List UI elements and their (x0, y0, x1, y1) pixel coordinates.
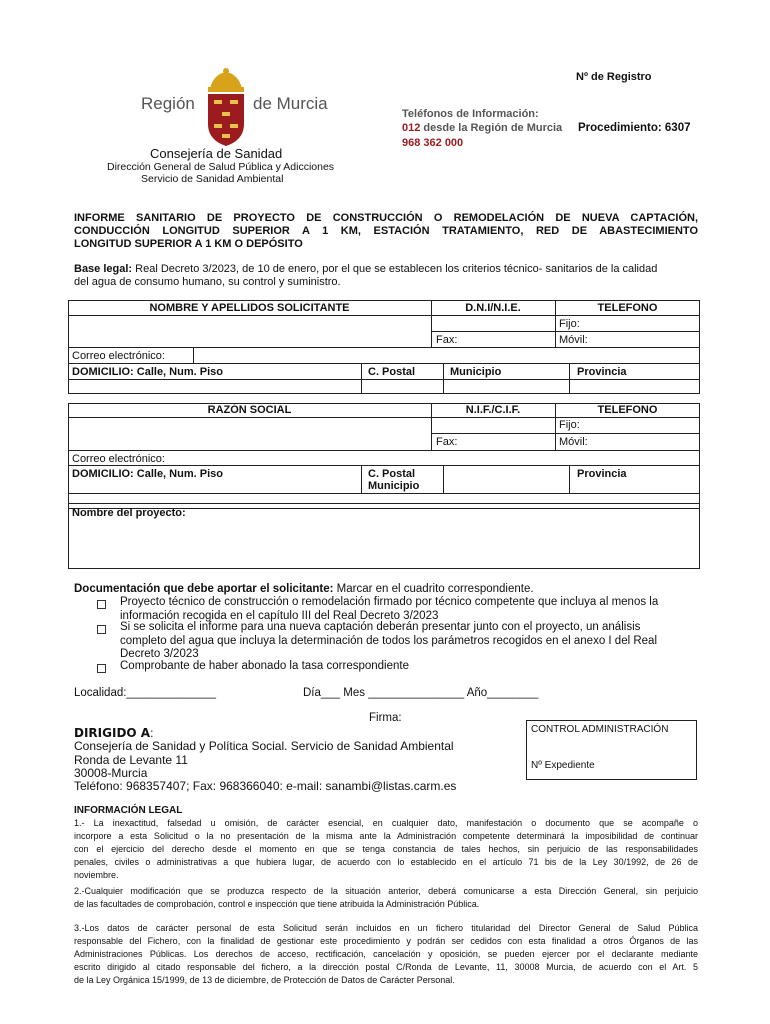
control-admin-title: CONTROL ADMINISTRACIÓN (531, 724, 669, 735)
legal-p1 (74, 817, 698, 882)
legal-p3-line: escrito dirigido al citado responsable del fichero, a la dirección postal C/Ronda de Levante, 11, 30008 Murcia, de acuerdo con el Art. 5 (74, 962, 698, 972)
legal-p3-line: responsable del Fichero, con la finalidad de gestionar este procedimiento y podrán ser cedidos con esta finalidad a otros Órganos de las (74, 936, 698, 946)
legal-p2-line: 2.-Cualquier modificación que se produzca respecto de la situación anterior, deberá comunicarse a esta Dirección General, sin perjuicio (74, 886, 698, 896)
dni-field[interactable] (432, 316, 554, 331)
documentacion-label: Documentación que debe aportar el solicitante: (74, 583, 334, 595)
fijo-label: Fijo: (559, 318, 580, 330)
doc-item-2-l1: Si se solicita el informe para una nueva captación deberán presentar junto con el proyecto, un análisis (120, 621, 641, 633)
legal-p1-line: con el ejercicio del derecho desde el momento en que se tenga constancia de tales hechos, sin perjuicio de las responsabilidades (74, 844, 698, 854)
doc-item-3-l1: Comprobante de haber abonado la tasa correspondiente (120, 660, 409, 672)
legal-p3-line: 3.-Los datos de carácter personal de esta Solicitud serán incluidos en un fichero titularidad del Director General de Salud Pública (74, 923, 698, 933)
localidad-field[interactable]: Localidad:______________ (74, 687, 216, 699)
expediente-label: Nº Expediente (531, 760, 595, 771)
direccion-text: Dirección General de Salud Pública y Adicciones (107, 161, 335, 173)
title-line-1: INFORME SANITARIO DE PROYECTO DE CONSTRUCCIÓN O REMODELACIÓN DE NUEVA CAPTACIÓN, (74, 212, 698, 224)
razon-fax-label: Fax: (436, 436, 458, 448)
region-right-text: de Murcia (253, 94, 328, 113)
nif-field[interactable] (432, 418, 554, 433)
legal-title: INFORMACIÓN LEGAL (74, 805, 183, 816)
murcia-coat-of-arms-logo (202, 66, 250, 148)
doc-item-2-l2: completo del agua que incluya la determinación de todos los parámetros recogidos en el anexo I del Real (120, 635, 657, 647)
proyecto-label: Nombre del proyecto: (72, 507, 186, 519)
razon-telefono-header: TELEFONO (597, 404, 658, 416)
legal-p2 (74, 885, 698, 911)
tel-012: 012 (402, 122, 421, 134)
dirigido-colon: : (150, 726, 154, 740)
checkbox-proyecto[interactable] (97, 600, 106, 609)
razon-municipio-label: Municipio (368, 480, 420, 492)
base-legal-text-1: Real Decreto 3/2023, de 10 de enero, por el que se establecen los criterios técnico- sanitarios de la calidad (132, 263, 658, 275)
correo-label: Correo electrónico: (72, 350, 165, 362)
legal-p3-line: Administraciones Públicas. Los derechos de acceso, rectificación, cancelación y oposición, se pueden ejercer por el declarante mediante (74, 949, 698, 959)
legal-p3 (74, 922, 698, 987)
title-line-2: CONDUCCIÓN LONGITUD SUPERIOR A 1 KM, ESTACIÓN TRATAMIENTO, RED DE ABASTECIMIENTO (74, 225, 698, 237)
razon-movil-label: Móvil: (559, 436, 588, 448)
telefono-header: TELEFONO (597, 302, 658, 314)
razon-correo-label: Correo electrónico: (72, 453, 165, 465)
doc-item-2-l3: Decreto 3/2023 (120, 648, 199, 660)
dirigido-line-1: Consejería de Sanidad y Política Social. Servicio de Sanidad Ambiental (74, 739, 454, 753)
legal-p1-line: 1.- La inexactitud, falsedad u omisión, de carácter esencial, en cualquier dato, manifestación o documento que se acompañe o (74, 818, 698, 828)
movil-label: Móvil: (559, 334, 588, 346)
tel-968: 968 362 000 (402, 137, 464, 149)
tel-012-text: desde la Región de Murcia (420, 122, 563, 134)
nombre-field[interactable] (69, 316, 430, 346)
legal-p1-line: noviembre. (74, 870, 119, 880)
base-legal-label: Base legal: (74, 263, 133, 275)
checkbox-analisis[interactable] (97, 625, 106, 634)
registro-label: Nº de Registro (576, 71, 652, 83)
dirigido-line-2: Ronda de Levante 11 (74, 753, 188, 767)
nombre-header: NOMBRE Y APELLIDOS SOLICITANTE (149, 302, 350, 314)
correo-field[interactable] (194, 348, 699, 363)
municipio-label: Municipio (450, 366, 502, 378)
razon-header: RAZÓN SOCIAL (207, 404, 292, 416)
procedimiento-label: Procedimiento: 6307 (578, 122, 691, 134)
fax-label: Fax: (436, 334, 458, 346)
dirigido-line-3: 30008-Murcia (74, 766, 148, 780)
razon-fijo-label: Fijo: (559, 419, 580, 431)
legal-p2-line: de las facultades de comprobación, control e inspección que tiene atribuida la Administración Pública. (74, 899, 480, 909)
telefonos-label: Teléfonos de Información: (402, 108, 539, 120)
legal-p1-line: incorpore a esta Solicitud o la no presentación de la misma ante la Administración competente determinará la imposibilidad de continuar (74, 831, 698, 841)
razon-provincia-label: Provincia (577, 468, 627, 480)
region-left-text: Región (141, 94, 195, 113)
doc-item-1-l1: Proyecto técnico de construcción o remodelación firmado por técnico competente que incluya al menos la (120, 596, 659, 608)
dirigido-line-4: Teléfono: 968357407; Fax: 968366040: e-mail: sanambi@listas.carm.es (74, 779, 457, 793)
title-line-3: LONGITUD SUPERIOR A 1 KM O DEPÓSITO (74, 238, 303, 250)
tel-012-line (402, 122, 562, 134)
documentacion-heading (74, 583, 534, 595)
base-legal-line-1 (74, 263, 657, 275)
base-legal-text-2: del agua de consumo humano, su control y suministro. (74, 276, 341, 288)
legal-p3-line: de la Ley Orgánica 15/1999, de 13 de diciembre, de Protección de Datos de Carácter Personal. (74, 975, 455, 985)
doc-item-1-l2: información recogida en el capítulo III del Real Decreto 3/2023 (120, 610, 439, 622)
razon-field[interactable] (69, 418, 430, 449)
cpostal-label: C. Postal (368, 366, 416, 378)
razon-cpostal-label: C. Postal (368, 468, 416, 480)
servicio-text: Servicio de Sanidad Ambiental (141, 173, 284, 185)
dirigido-heading (74, 726, 153, 740)
nif-header: N.I.F./C.I.F. (465, 404, 521, 416)
dirigido-label: DIRIGIDO A (74, 726, 151, 740)
razon-domicilio-label: DOMICILIO: Calle, Num. Piso (72, 468, 223, 480)
documentacion-label-rest: Marcar en el cuadrito correspondiente. (333, 583, 534, 595)
legal-p1-line: penales, civiles o administrativas a que hubiera lugar, de acuerdo con lo establecido en el artículo 71 bis de la Ley 30/1992, de 26 de (74, 857, 698, 867)
checkbox-tasa[interactable] (97, 664, 106, 673)
fecha-field[interactable]: Día___ Mes _______________ Año________ (303, 687, 539, 699)
firma-label: Firma: (369, 712, 402, 724)
consejeria-text: Consejería de Sanidad (150, 146, 283, 161)
provincia-label: Provincia (577, 366, 627, 378)
domicilio-label: DOMICILIO: Calle, Num. Piso (72, 366, 223, 378)
dni-header: D.N.I/N.I.E. (465, 302, 521, 314)
